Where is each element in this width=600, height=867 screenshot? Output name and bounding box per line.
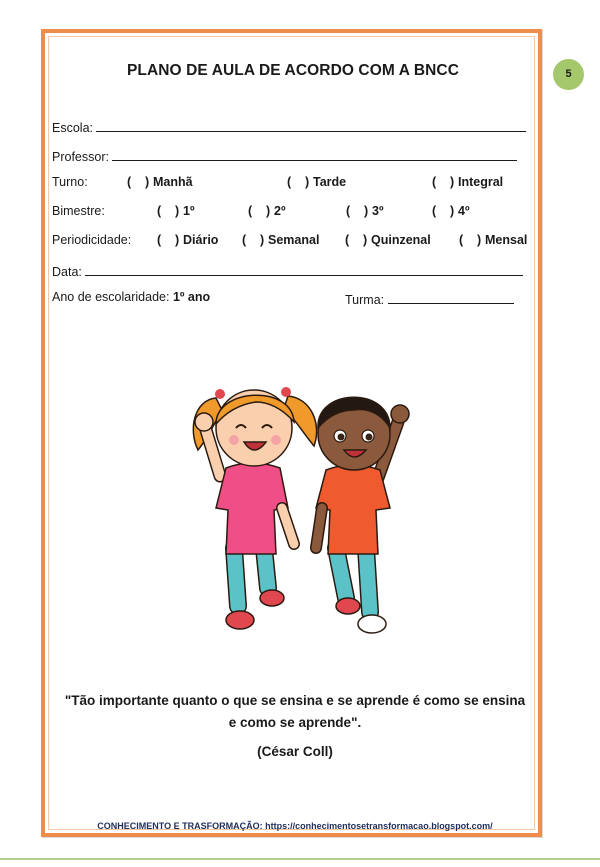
professor-label: Professor: [52,150,109,164]
footer-url-link[interactable]: https://conhecimentosetransformacao.blogspot.com/ [265,821,493,831]
periodicidade-option-diario[interactable]: ( ) Diário [157,233,219,247]
page-title: PLANO DE AULA DE ACORDO COM A BNCC [126,62,460,79]
ano-label: Ano de escolaridade: [52,290,170,304]
quote-line-2: e como se aprende". [228,715,362,730]
quote-author: (César Coll) [257,744,333,759]
turno-label: Turno: [52,175,88,189]
periodicidade-label: Periodicidade: [52,233,132,247]
ano-value: 1º ano [172,290,211,304]
bimestre-row [52,204,538,220]
quote-text [52,690,538,734]
children-illustration [176,358,426,640]
bimestre-option-1[interactable]: ( ) 1º [157,204,195,218]
professor-row [52,147,517,164]
periodicidade-option-semanal[interactable]: ( ) Semanal [242,233,320,247]
turno-row [52,175,538,191]
page-number-badge: 5 [553,59,584,90]
quote-line-1: "Tão importante quanto o que se ensina e se aprende é como se ensina [64,693,526,708]
professor-field[interactable] [112,147,517,161]
bottom-divider [0,858,600,860]
turma-group [345,290,514,307]
bimestre-option-2[interactable]: ( ) 2º [248,204,286,218]
escola-field[interactable] [96,118,526,132]
escola-row [52,118,526,135]
footer [52,821,538,831]
escola-label: Escola: [52,121,93,135]
data-row [52,262,523,279]
turma-field[interactable] [388,290,514,304]
periodicidade-option-quinzenal[interactable]: ( ) Quinzenal [345,233,431,247]
periodicidade-row [52,233,540,249]
footer-label: CONHECIMENTO E TRASFORMAÇÃO: [97,821,263,831]
bimestre-option-4[interactable]: ( ) 4º [432,204,470,218]
girl-figure [193,387,316,629]
bimestre-option-3[interactable]: ( ) 3º [346,204,384,218]
turno-option-integral[interactable]: ( ) Integral [432,175,504,189]
data-label: Data: [52,265,82,279]
periodicidade-option-mensal[interactable]: ( ) Mensal [459,233,528,247]
ano-turma-row [52,290,538,306]
bimestre-label: Bimestre: [52,204,105,218]
boy-figure [316,397,409,633]
turma-label: Turma: [345,293,385,307]
turno-option-tarde[interactable]: ( ) Tarde [287,175,347,189]
turno-option-manha[interactable]: ( ) Manhã [127,175,193,189]
data-field[interactable] [85,262,523,276]
